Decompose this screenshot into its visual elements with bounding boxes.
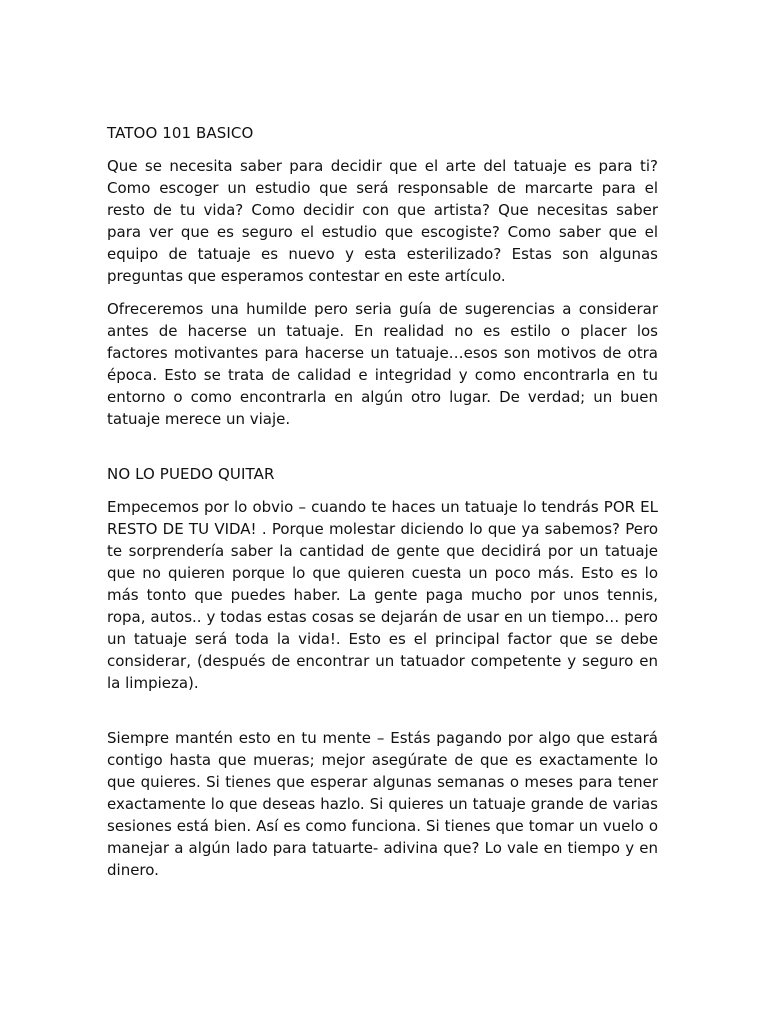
section-heading-tatoo-101-basico: TATOO 101 BASICO	[107, 124, 254, 142]
paragraph-intro-questions: Que se necesita saber para decidir que el arte del tatuaje es para ti? Como escoger un estudio que será responsable de marcarte para el resto de tu vida? Como decidir con que artista? Que necesitas saber para ver que es seguro el estudio que escogiste? Como saber que el equipo de tatuaje es nuevo y esta esterilizado? Estas son algunas preguntas que esperamos contestar en este artículo.	[107, 157, 658, 285]
spacer	[107, 694, 658, 727]
spacer	[107, 430, 658, 463]
section-heading-no-lo-puedo-quitar: NO LO PUEDO QUITAR	[107, 465, 275, 483]
document-page	[107, 122, 658, 881]
spacer	[107, 144, 658, 155]
spacer	[107, 287, 658, 298]
spacer	[107, 485, 658, 496]
paragraph-guide-suggestions: Ofreceremos una humilde pero seria guía de sugerencias a considerar antes de hacerse un tatuaje. En realidad no es estilo o placer los factores motivantes para hacerse un tatuaje…esos son motivos de otra época. Esto se trata de calidad e integridad y como encontrarla en tu entorno o como encontrarla en algún otro lugar. De verdad; un buen tatuaje merece un viaje.	[107, 300, 658, 428]
paragraph-lo-obvio: Empecemos por lo obvio – cuando te haces un tatuaje lo tendrás POR EL RESTO DE TU VIDA! . Porque molestar diciendo lo que ya sabemos? Pero te sorprendería saber la cantidad de gente que decidirá por un tatuaje que no quieren porque lo que quieren cuesta un poco más. Esto es lo más tonto que puedes haber. La gente paga mucho por unos tennis, ropa, autos.. y todas estas cosas se dejarán de usar en un tiempo… pero un tatuaje será toda la vida!. Esto es el principal factor que se debe considerar, (después de encontrar un tatuador competente y seguro en la limpieza).	[107, 498, 658, 692]
paragraph-siempre-manten: Siempre mantén esto en tu mente – Estás pagando por algo que estará contigo hasta que mueras; mejor asegúrate de que es exactamente lo que quieres. Si tienes que esperar algunas semanas o meses para tener exactamente lo que deseas hazlo. Si quieres un tatuaje grande de varias sesiones está bien. Así es como funciona. Si tienes que tomar un vuelo o manejar a algún lado para tatuarte- adivina que? Lo vale en tiempo y en dinero.	[107, 729, 658, 879]
